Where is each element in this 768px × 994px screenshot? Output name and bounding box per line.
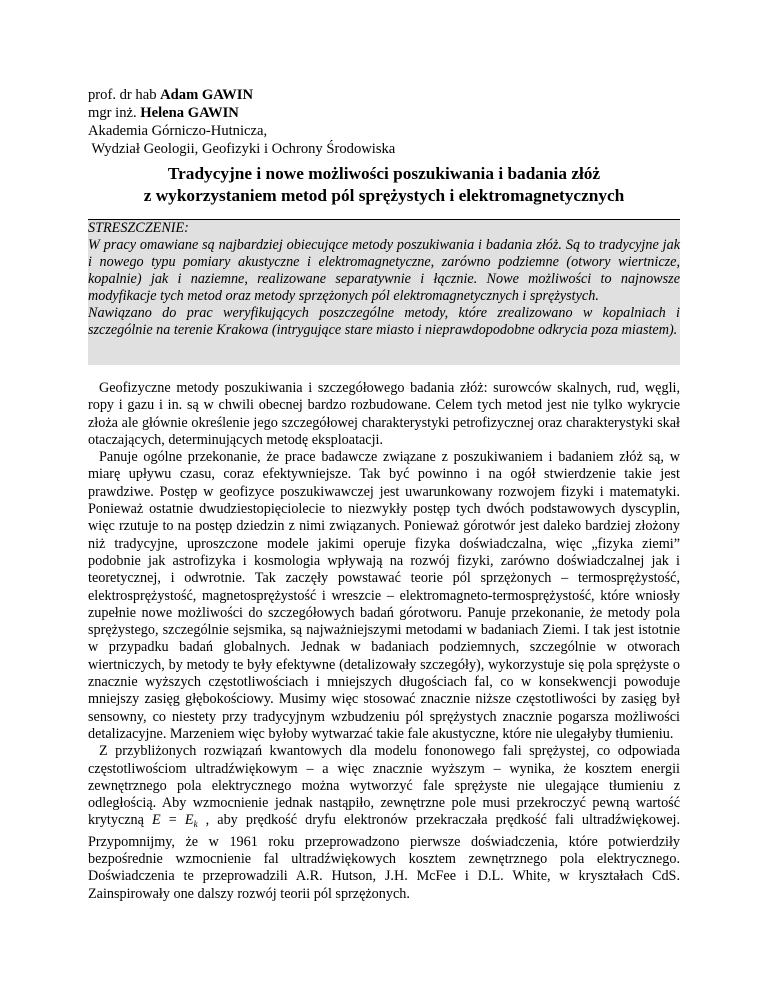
body-paragraph-3: Z przybliżonych rozwiązań kwantowych dla modelu fononowego fali sprężystej, co odpowiada częstotliwościom ultradźwiękowym – a więc znacznie wyższym – wynika, że kosztem energii zewnętrznego pola elektrycznego można wytworzyć fale sprężyste nie ulegające tłumieniu z odległością. Aby wzmocnienie jednak nastąpiło, zewnętrzne pole musi przekroczyć pewną wartość krytyczną $E = E_k$ , aby prędkość dryfu elektronów przekraczała prędkość fali ultradźwiękowej. Przypomnijmy, że w 1961 roku przeprowadzono pierwsze doświadczenia, które potwierdziły bezpośrednie wzmocnienie fal ultradźwiękowych kosztem zewnętrznego pola elektrycznego. Doświadczenia te przeprowadzili A.R. Hutson, J.H. McFee i D.L. White, w kryształach CdS. Zainspirowały one dalszy rozwój teorii pól sprzężonych.: [88, 743, 681, 902]
abstract-paragraph-2: Nawiązano do prac weryfikujących poszczególne metody, które zrealizowano w kopalniach i szczególnie na terenie Krakowa (intrygujące stare miasto i nieprawdopodobne odkrycia poza miastem).: [88, 305, 680, 338]
title-line-2: z wykorzystaniem metod pól sprężystych i elektromagnetycznych: [143, 186, 625, 205]
author-1: prof. dr hab Adam GAWIN: [88, 87, 253, 103]
body-text: [88, 380, 680, 903]
abstract-box: [88, 219, 680, 340]
author-2: mgr inż. Helena GAWIN: [88, 105, 239, 121]
critical-field-formula: $E = E_k$: [152, 812, 198, 830]
abstract-heading: STRESZCZENIE:: [88, 220, 189, 236]
paper-title: [88, 163, 680, 207]
author-block: [88, 86, 395, 158]
author-1-name: Adam GAWIN: [160, 87, 253, 103]
title-line-1: Tradycyjne i nowe możliwości poszukiwania i badania złóż: [167, 164, 601, 183]
body-paragraph-1: Geofizyczne metody poszukiwania i szczegółowego badania złóż: surowców skalnych, rud, węgli, ropy i gazu i in. są w chwili obecnej bardzo rozbudowane. Celem tych metod jest nie tylko wykrycie złoża ale głównie określenie jego szczegółowej charakterystyki petrofizycznej oraz charakterystyki skał otaczających, determinujących metodę eksploatacji.: [88, 380, 680, 448]
abstract-paragraph-1: W pracy omawiane są najbardziej obiecujące metody poszukiwania i badania złóż. Są to tradycyjne jak i nowego typu pomiary akustyczne i elektromagnetyczne, zarówno podziemne (otwory wiertnicze, kopalnie) jak i naziemne, realizowane separatywnie i łącznie. Nowe możliwości to najnowsze modyfikacje tych metod oraz metody sprzężonych pól elektromagnetycznych i sprężystych.: [88, 237, 680, 304]
author-2-name: Helena GAWIN: [140, 105, 239, 121]
affiliation-line-1: Akademia Górniczo-Hutnicza,: [88, 123, 268, 139]
body-paragraph-2: Panuje ogólne przekonanie, że prace badawcze związane z poszukiwaniem i badaniem złóż są, w miarę upływu czasu, coraz efektywniejsze. Tak być powinno i na ogół stwierdzenie takie jest prawdziwe. Postęp w geofizyce poszukiwawczej jest uwarunkowany rozwojem fizyki i matematyki. Ponieważ ostatnie dwudziestopięciolecie to niezwykły postęp tych dwóch podstawowych dyscyplin, więc rzutuje to na postęp dziedzin z nimi związanych. Ponieważ górotwór jest daleko bardziej złożony niż tradycyjne, uproszczone modele jakimi operuje fizyka doświadczalna, więc „fizyka ziemi” podobnie jak astrofizyka i kosmologia wpływają na rozwój fizyki, zarówno doświadczalnej jak i teoretycznej, i odwrotnie. Tak zaczęły powstawać teorie pól sprzężonych – termosprężystość, elektrosprężystość, magnetosprężystość i wreszcie – elektromagneto-termosprężystość, które wniosły zupełnie nowe możliwości do szczegółowych badań górotworu. Panuje przekonanie, że metody pola sprężystego, szczególnie sejsmika, są najważniejszymi metodami w badaniach Ziemi. I tak jest istotnie w przypadku badań globalnych. Jednak w badaniach podziemnych, szczególnie w otworach wiertniczych, by metody te były efektywne (detalizowały szczegóły), wykorzystuje się pola sprężyste o znacznie wyższych częstotliwościach i mniejszych długościach fal, co w konsekwencji powoduje mniejszy zasięg głębokościowy. Musimy więc stosować znacznie niższe częstotliwości by zasięg był sensowny, co niestety przy tradycyjnym wzbudzeniu pól sprężystych znacznie pogarsza możliwości detalizacyjne. Marzeniem więc byłoby wytwarzać takie fale akustyczne, które nie ulegałyby tłumieniu.: [88, 449, 680, 742]
affiliation-line-2: Wydział Geologii, Geofizyki i Ochrony Środowiska: [88, 141, 396, 157]
